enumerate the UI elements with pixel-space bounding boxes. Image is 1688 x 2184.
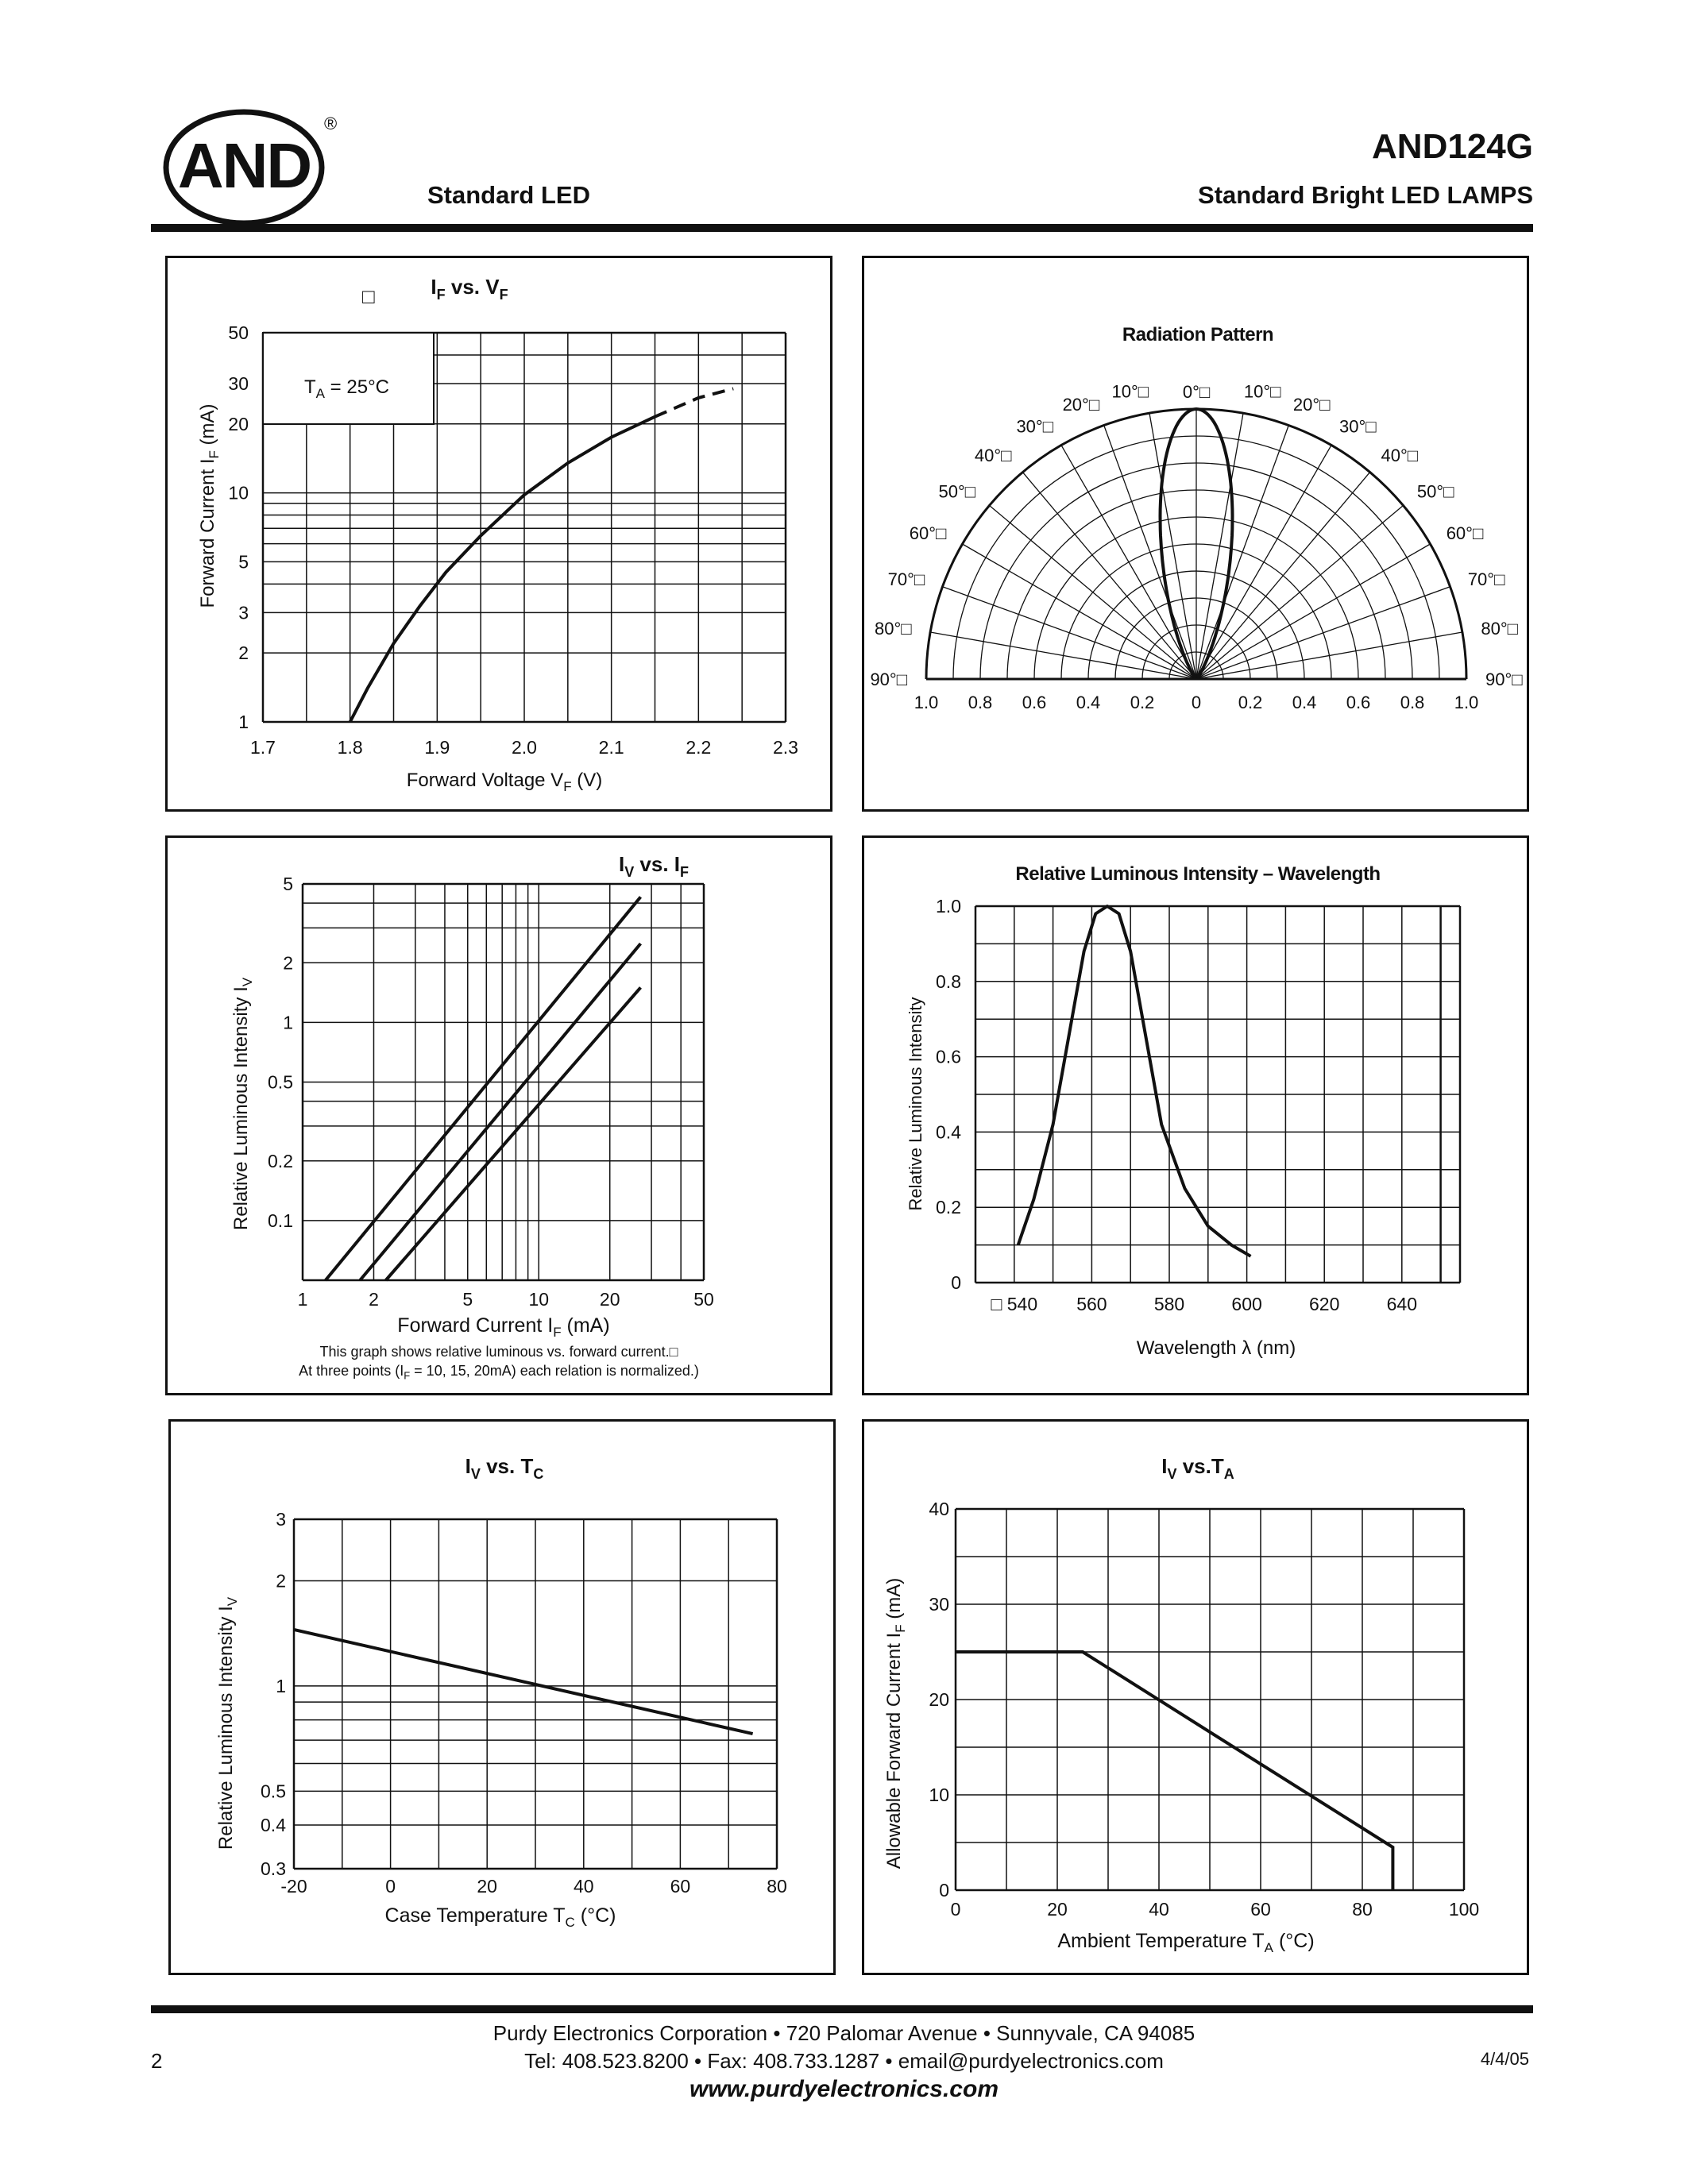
- series-line: [326, 897, 641, 1280]
- angle-label: 10°□: [1111, 381, 1149, 402]
- angle-label: 40°□: [1381, 446, 1419, 466]
- y-tick-label: 30: [228, 372, 249, 394]
- angle-label: 70°□: [1467, 569, 1505, 590]
- y-tick-label: 10: [929, 1785, 949, 1805]
- x-axis-label: Forward Voltage $V_F$ (V): [406, 770, 603, 794]
- x-tick-label: 50: [693, 1289, 714, 1310]
- y-tick-label: 20: [228, 413, 249, 434]
- angle-label: 20°□: [1062, 395, 1100, 415]
- if-vs-ta-chart: [864, 1422, 1532, 1978]
- company-line: Purdy Electronics Corporation • 720 Palomar Avenue • Sunnyvale, CA 94085: [492, 2021, 1196, 2045]
- iv-vs-if-chart: [168, 838, 835, 1398]
- x-tick-label: 0: [950, 1899, 961, 1920]
- chart-title: Radiation Pattern: [1122, 324, 1274, 345]
- y-tick-label: 0.4: [936, 1121, 961, 1143]
- iv-vs-tc-chart: [171, 1422, 838, 1978]
- angle-label: 0°□: [1182, 382, 1211, 402]
- y-tick-label: 0.2: [936, 1197, 961, 1218]
- angle-label: 60°□: [909, 523, 947, 543]
- y-tick-label: 3: [238, 602, 249, 623]
- y-axis-label: Relative Luminous Intensity $I_V$: [230, 977, 255, 1231]
- y-tick-label: 5: [238, 551, 249, 573]
- x-tick-label: 100: [1448, 1899, 1480, 1920]
- y-tick-label: 2: [276, 1570, 286, 1592]
- x-axis-label: Ambient Temperature $T_A$ (°C): [1057, 1930, 1315, 1955]
- x-tick-label: 2.0: [512, 737, 537, 758]
- header-rule: [151, 224, 1533, 232]
- angle-label: 90°□: [1485, 669, 1523, 689]
- y-tick-label: 30: [929, 1594, 949, 1615]
- radius-tick-label: 1.0: [1454, 693, 1479, 712]
- series-line: [655, 388, 734, 416]
- angle-label: 20°□: [1292, 395, 1331, 415]
- x-tick-label: -20: [280, 1876, 307, 1897]
- chart-title: $I_V$ $vs.T_A$: [1161, 1454, 1234, 1482]
- website-link[interactable]: www.purdyelectronics.com: [689, 2076, 999, 2102]
- x-tick-label: □ 540: [991, 1294, 1038, 1314]
- y-tick-label: 0.2: [268, 1150, 293, 1171]
- radius-tick-label: 1.0: [914, 693, 939, 712]
- y-tick-label: 0.8: [936, 970, 961, 992]
- y-tick-label: 50: [228, 322, 249, 343]
- x-tick-label: 1.7: [250, 737, 276, 758]
- angle-label: 50°□: [1416, 481, 1454, 502]
- y-tick-label: 0.6: [936, 1046, 961, 1067]
- angle-label: 80°□: [1481, 619, 1518, 639]
- part-number: AND124G: [1372, 127, 1533, 166]
- y-tick-label: 1: [238, 712, 249, 732]
- y-tick-label: 0.1: [268, 1210, 293, 1231]
- right-subtitle: Standard Bright LED LAMPS: [1198, 181, 1533, 209]
- condition-label: $T_A = 25^\circ C$: [304, 376, 389, 401]
- footer-rule: [151, 2005, 1533, 2013]
- panel-wavelength: [862, 835, 1529, 1395]
- angle-label: 30°□: [1339, 416, 1377, 437]
- y-tick-label: 10: [228, 482, 249, 504]
- y-tick-label: 5: [283, 874, 293, 894]
- note-line-2: At three points ($I_F = 10$, 15, 20mA) each relation is normalized.): [299, 1363, 699, 1382]
- angle-label: 80°□: [875, 619, 912, 639]
- y-tick-label: 0.4: [261, 1815, 286, 1836]
- x-tick-label: 60: [670, 1876, 691, 1897]
- y-tick-label: 2: [283, 952, 293, 974]
- y-tick-label: 0.5: [268, 1071, 293, 1093]
- derating-curve: [956, 1652, 1393, 1890]
- contact-line: Tel: 408.523.8200 • Fax: 408.733.1287 • email@purdyelectronics.com: [524, 2049, 1164, 2073]
- panel-iv-vs-tc: [168, 1419, 836, 1975]
- radius-tick-label: 0.8: [968, 693, 993, 712]
- y-tick-label: 0: [951, 1272, 961, 1293]
- y-tick-label: 0: [939, 1880, 949, 1900]
- x-tick-label: 60: [1250, 1899, 1271, 1920]
- angle-label: 60°□: [1446, 523, 1484, 543]
- y-tick-label: 1: [276, 1675, 286, 1696]
- x-tick-label: 600: [1231, 1294, 1262, 1314]
- panel-if-vs-ta: [862, 1419, 1529, 1975]
- x-tick-label: 2: [369, 1289, 379, 1310]
- y-tick-label: 1: [283, 1012, 293, 1033]
- and-logo: [161, 106, 340, 225]
- series-line: [294, 1630, 753, 1734]
- title-marker: □: [362, 284, 375, 308]
- chart-title: $I_V$ vs. $I_F$: [618, 852, 689, 880]
- wavelength-chart: [864, 838, 1532, 1398]
- x-tick-label: 5: [462, 1289, 473, 1310]
- radiation-pattern-chart: [864, 258, 1532, 814]
- y-tick-label: 40: [929, 1499, 949, 1519]
- x-tick-label: 40: [574, 1876, 594, 1897]
- radius-tick-label: 0.4: [1076, 693, 1101, 712]
- y-tick-label: 20: [929, 1689, 949, 1710]
- angle-label: 30°□: [1016, 416, 1053, 437]
- x-tick-label: 2.1: [598, 737, 624, 758]
- y-tick-label: 0.3: [261, 1858, 286, 1879]
- polar-spoke: [1022, 473, 1196, 679]
- panel-radiation-pattern: [862, 256, 1529, 812]
- polar-spoke: [1196, 473, 1370, 679]
- series-line: [350, 417, 655, 722]
- x-tick-label: 2.2: [686, 737, 712, 758]
- radius-tick-label: 0.2: [1130, 693, 1155, 712]
- radius-tick-label: 0.6: [1022, 693, 1047, 712]
- radius-tick-label: 0.8: [1400, 693, 1425, 712]
- x-tick-label: 1.8: [337, 737, 363, 758]
- x-tick-label: 80: [1352, 1899, 1373, 1920]
- panel-if-vs-vf: [165, 256, 832, 812]
- if-vs-vf-chart: [168, 258, 835, 814]
- series-line: [360, 943, 640, 1280]
- y-axis-label: Forward Current $I_F$ (mA): [197, 403, 222, 608]
- x-tick-label: 620: [1309, 1294, 1340, 1314]
- x-axis-label: Case Temperature $T_C$ (°C): [384, 1904, 616, 1930]
- angle-label: 90°□: [870, 669, 907, 689]
- series-line: [386, 987, 641, 1280]
- radius-tick-label: 0.6: [1346, 693, 1371, 712]
- angle-label: 40°□: [974, 446, 1012, 466]
- x-tick-label: 1: [297, 1289, 308, 1310]
- radius-tick-label: 0: [1191, 693, 1202, 712]
- radius-tick-label: 0.4: [1292, 693, 1317, 712]
- note-line-1: This graph shows relative luminous vs. forward current.□: [319, 1344, 678, 1360]
- x-tick-label: 20: [1047, 1899, 1068, 1920]
- chart-title: $I_F$ vs. $V_F$: [431, 275, 508, 303]
- angle-label: 10°□: [1243, 381, 1281, 402]
- y-tick-label: 0.5: [261, 1781, 286, 1802]
- page-number: 2: [151, 2049, 163, 2073]
- left-subtitle: Standard LED: [427, 181, 590, 209]
- x-tick-label: 580: [1153, 1294, 1185, 1314]
- y-tick-label: 1.0: [936, 896, 961, 916]
- x-axis-label: Forward Current $I_F$ (mA): [397, 1314, 610, 1340]
- x-tick-label: 640: [1386, 1294, 1417, 1314]
- x-axis-label: Wavelength λ (nm): [1136, 1337, 1296, 1359]
- chart-title: Relative Luminous Intensity – Wavelength: [1015, 863, 1381, 885]
- x-tick-label: 0: [385, 1876, 396, 1897]
- x-tick-label: 10: [528, 1289, 550, 1310]
- logo-text: AND: [177, 130, 311, 201]
- x-tick-label: 80: [767, 1876, 787, 1897]
- x-tick-label: 560: [1076, 1294, 1107, 1314]
- angle-label: 70°□: [887, 569, 925, 590]
- x-tick-label: 20: [599, 1289, 620, 1310]
- date: 4/4/05: [1480, 2049, 1529, 2069]
- x-tick-label: 40: [1149, 1899, 1169, 1920]
- y-tick-label: 3: [276, 1509, 286, 1530]
- panel-iv-vs-if: [165, 835, 832, 1395]
- y-axis-label: Allowable Forward Current $I_F$ (mA): [883, 1577, 908, 1870]
- x-tick-label: 20: [477, 1876, 497, 1897]
- radius-tick-label: 0.2: [1238, 693, 1263, 712]
- angle-label: 50°□: [938, 481, 976, 502]
- chart-title: $I_V$ vs. $T_C$: [465, 1454, 544, 1482]
- registered-mark: ®: [324, 114, 338, 133]
- y-axis-label: Relative Luminous Intensity $I_V$: [215, 1596, 240, 1850]
- y-tick-label: 2: [238, 642, 249, 664]
- x-tick-label: 1.9: [424, 737, 450, 758]
- x-tick-label: 2.3: [773, 737, 798, 758]
- y-axis-label: Relative Luminous Intensity: [906, 997, 925, 1211]
